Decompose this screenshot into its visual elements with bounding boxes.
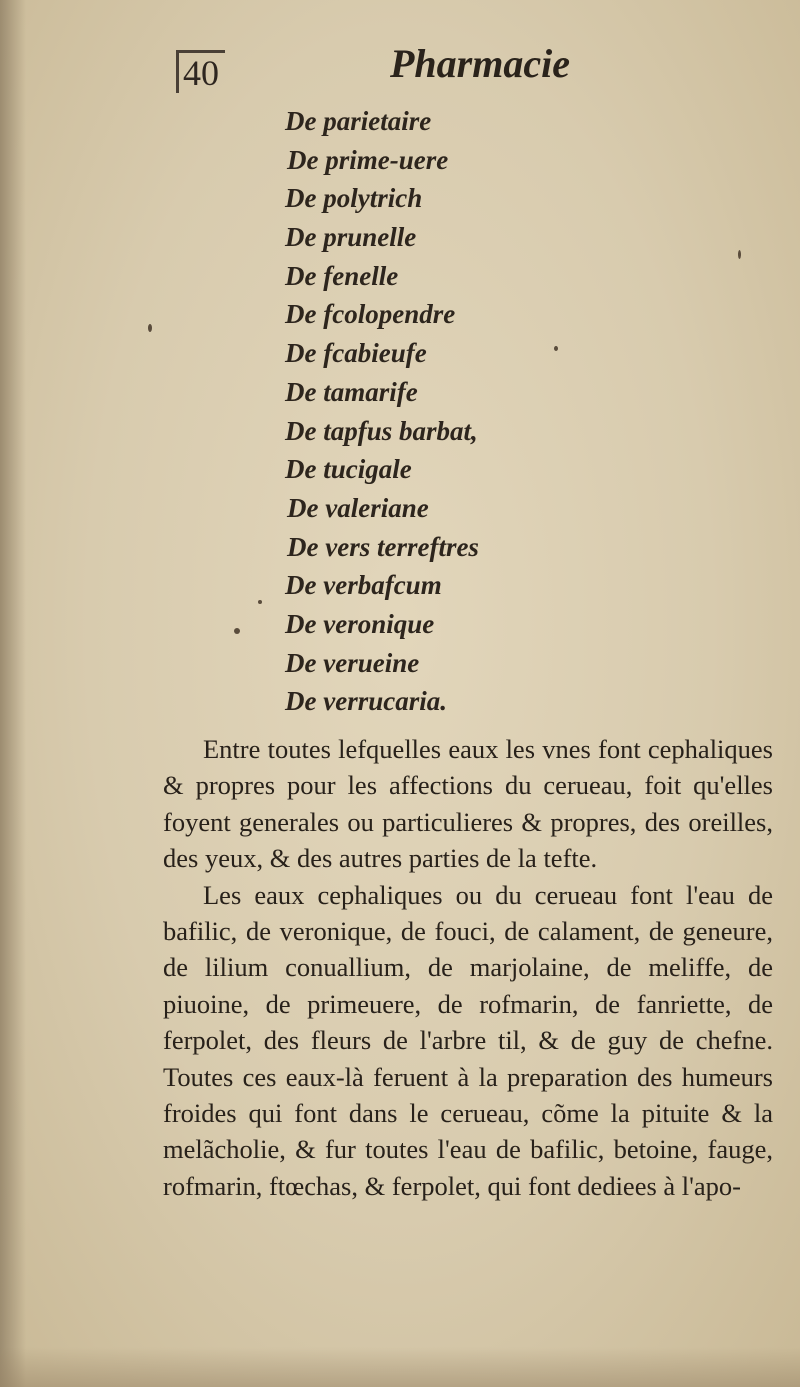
list-item: De fenelle	[285, 260, 399, 291]
paragraph-cephalic-waters: Les eaux cephaliques ou du cerueau font l'eau de bafilic, de veronique, de fouci, de calament, de geneure, de lilium conuallium, de marjolaine, de meliffe, de piuoine, de primeuere, de rofmarin, de fanriette, de ferpolet, des fleurs de l'arbre til, & de guy de chefne. Toutes ces eaux-là feruent à la preparation des humeurs froides qui font dans le cerueau, cõme la pituite & la melãcholie, & fur toutes l'eau de bafilic, betoine, fauge, rofmarin, ftœchas, & ferpolet, qui font dediees à l'apo-	[163, 879, 773, 1201]
ingredient-list	[285, 102, 479, 721]
list-item: De vers terreftres	[287, 531, 479, 562]
ink-speck	[738, 250, 741, 259]
list-item: De verueine	[285, 647, 420, 678]
list-item: De verrucaria.	[285, 686, 447, 717]
body-text	[163, 731, 773, 1204]
list-item: De valeriane	[287, 492, 429, 523]
list-item: De fcolopendre	[285, 299, 456, 330]
ink-speck	[554, 346, 558, 351]
list-item: De parietaire	[285, 106, 432, 136]
list-item: De prunelle	[285, 222, 417, 253]
list-item: De verbafcum	[285, 570, 442, 601]
ink-speck	[258, 600, 262, 604]
running-title: Pharmacie	[390, 41, 570, 86]
list-item: De tamarife	[285, 376, 418, 407]
page-number: 40	[176, 50, 225, 93]
list-item: De polytrich	[285, 183, 423, 214]
list-item: De tucigale	[285, 454, 412, 485]
ink-speck	[234, 628, 240, 634]
list-item: De tapfus barbat,	[285, 415, 478, 446]
paragraph-affections: Entre toutes lefquelles eaux les vnes font cephaliques & propres pour les affections du cerueau, foit qu'elles foyent generales ou particulieres & propres, des oreilles, des yeux, & des autres parties de la tefte.	[163, 734, 773, 874]
list-item: De fcabieufe	[285, 338, 427, 369]
list-item: De prime-uere	[287, 144, 449, 175]
ink-speck	[148, 324, 152, 332]
list-item: De veronique	[285, 608, 435, 639]
